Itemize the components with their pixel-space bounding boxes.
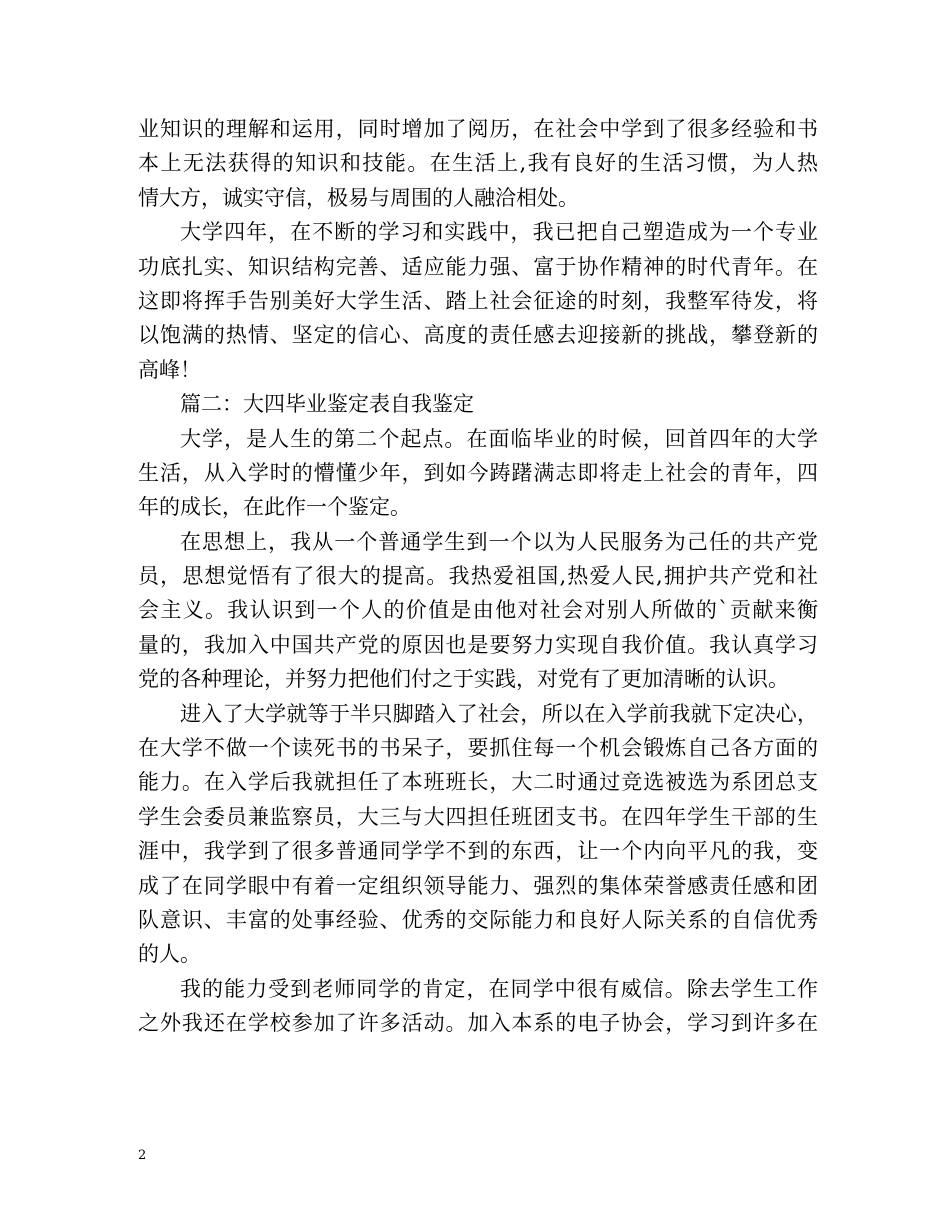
text-line: 员，思想觉悟有了很大的提高。我热爱祖国,热爱人民,拥护共产党和社 bbox=[138, 564, 818, 589]
text-line: 的人。 bbox=[138, 942, 201, 967]
text-line: 之外我还在学校参加了许多活动。加入本系的电子协会，学习到许多在 bbox=[138, 1011, 818, 1036]
text-line: 涯中，我学到了很多普通同学学不到的东西，让一个内向平凡的我，变 bbox=[138, 839, 818, 864]
text-line: 在思想上，我从一个普通学生到一个以为人民服务为己任的共产党 bbox=[180, 529, 818, 554]
text-line: 大学四年，在不断的学习和实践中，我已把自己塑造成为一个专业 bbox=[180, 220, 818, 245]
text-line: 大学，是人生的第二个起点。在面临毕业的时候，回首四年的大学 bbox=[180, 426, 818, 451]
text-line: 篇二：大四毕业鉴定表自我鉴定 bbox=[180, 392, 474, 417]
text-line: 队意识、丰富的处事经验、优秀的交际能力和良好人际关系的自信优秀 bbox=[138, 907, 818, 932]
text-line: 高峰！ bbox=[138, 357, 201, 382]
text-line: 业知识的理解和运用，同时增加了阅历，在社会中学到了很多经验和书 bbox=[138, 117, 818, 141]
text-line: 生活，从入学时的懵懂少年，到如今踌躇满志即将走上社会的青年，四 bbox=[138, 460, 818, 485]
text-line: 我的能力受到老师同学的肯定，在同学中很有威信。除去学生工作 bbox=[180, 976, 818, 1001]
text-line: 会主义。我认识到一个人的价值是由他对社会对别人所做的`贡献来衡 bbox=[138, 598, 818, 623]
text-line: 能力。在入学后我就担任了本班班长，大二时通过竞选被选为系团总支 bbox=[138, 770, 818, 795]
text-line: 成了在同学眼中有着一定组织领导能力、强烈的集体荣誉感责任感和团 bbox=[138, 873, 818, 898]
text-line: 在大学不做一个读死书的书呆子，要抓住每一个机会锻炼自己各方面的 bbox=[138, 736, 818, 761]
text-line: 年的成长，在此作一个鉴定。 bbox=[138, 495, 411, 520]
text-line: 学生会委员兼监察员，大三与大四担任班团支书。在四年学生干部的生 bbox=[138, 804, 818, 829]
document-body bbox=[138, 112, 818, 1041]
text-line: 这即将挥手告别美好大学生活、踏上社会征途的时刻，我整军待发，将 bbox=[138, 288, 818, 313]
text-line: 情大方，诚实守信，极易与周围的人融洽相处。 bbox=[138, 185, 579, 210]
text-line: 党的各种理论，并努力把他们付之于实践，对党有了更加清晰的认识。 bbox=[138, 667, 789, 692]
text-line: 进入了大学就等于半只脚踏入了社会，所以在入学前我就下定决心， bbox=[180, 701, 818, 726]
text-line: 以饱满的热情、坚定的信心、高度的责任感去迎接新的挑战，攀登新的 bbox=[138, 323, 818, 348]
text-line: 功底扎实、知识结构完善、适应能力强、富于协作精神的时代青年。在 bbox=[138, 254, 818, 279]
page-number: 2 bbox=[138, 1148, 147, 1163]
text-line: 本上无法获得的知识和技能。在生活上,我有良好的生活习惯，为人热 bbox=[138, 151, 818, 176]
text-line: 量的，我加入中国共产党的原因也是要努力实现自我价值。我认真学习 bbox=[138, 632, 818, 657]
